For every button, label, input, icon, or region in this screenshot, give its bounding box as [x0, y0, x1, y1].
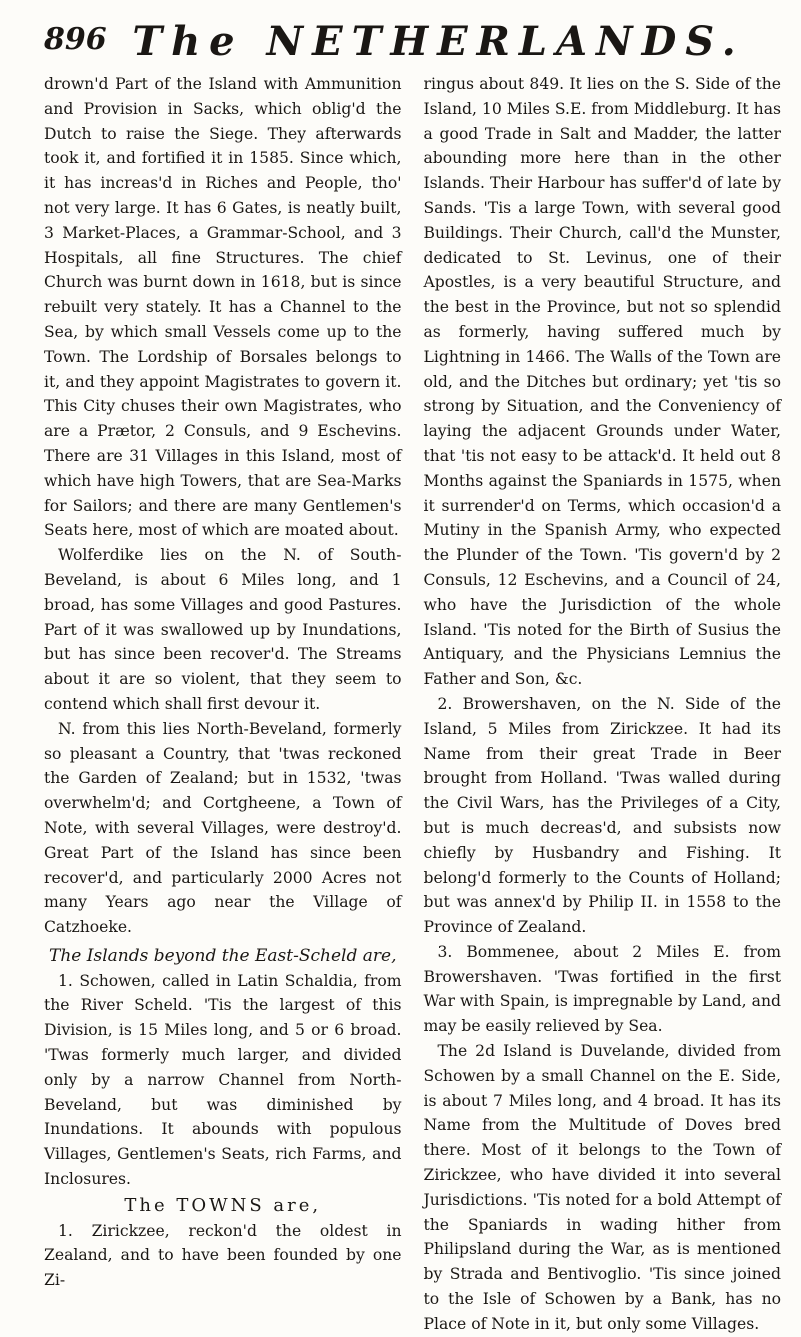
paragraph: drown'd Part of the Island with Ammunition and Provision in Sacks, which oblig'd the Dutch to raise the Siege. They afterwards took it, and fortified it in 1585. Since which, it has increas'd in Riches and People, tho' not very large. It has 6 Gates, is neatly built, 3 Market-Places, a Grammar-School, and 3 Hospitals, all fine Structures. The chief Church was burnt down in 1618, but is since rebuilt very stately. It has a Channel to the Sea, by which small Vessels come up to the Town. The Lordship of Borsales belongs to it, and they appoint Magistrates to govern it. This City chuses their own Magistrates, who are a Prætor, 2 Consuls, and 9 Eschevins. There are 31 Villages in this Island, most of which have high Towers, that are Sea-Marks for Sailors; and there are many Gentlemen's Seats here, most of which are moated about.	[44, 75, 402, 540]
paragraph: 3. Bommenee, about 2 Miles E. from Browershaven. 'Twas fortified in the first War with Spain, is impregnable by Land, and may be easily relieved by Sea.	[423, 942, 781, 1036]
paragraph: 1. Schowen, called in Latin Schaldia, from the River Scheld. 'Tis the largest of this Division, is 15 Miles long, and 5 or 6 broad. 'Twas formerly much larger, and divided only by a narrow Channel from North-Beveland, but was diminished by Inundations. It abounds with populous Villages, Gentlemen's Seats, rich Farms, and Inclosures.	[44, 971, 402, 1189]
paragraph: 1. Zirickzee, reckon'd the oldest in Zealand, and to have been founded by one Zi-	[44, 1221, 402, 1290]
paragraph: The 2d Island is Duvelande, divided from Schowen by a small Channel on the E. Side, is about 7 Miles long, and 4 broad. It has its Name from the Multitude of Doves bred there. Most of it belongs to the Town of Zirickzee, who have divided it into several Jurisdictions. 'Tis noted for a bold Attempt of the Spaniards in wading hither from Philipsland during the War, as is mentioned by Strada and Bentivoglio. 'Tis since joined to the Isle of Schowen by a Bank, has no Place of Note in it, but only some Villages.	[423, 1042, 781, 1333]
page-header	[44, 12, 773, 68]
text-columns	[44, 72, 781, 1337]
right-column	[424, 72, 782, 1337]
paragraph: 2. Browershaven, on the N. Side of the Island, 5 Miles from Zirickzee. It had its Name from their great Trade in Beer brought from Holland. 'Twas walled during the Civil Wars, has the Privileges of a City, but is much decreas'd, and subsists now chiefly by Husbandry and Fishing. It belong'd formerly to the Counts of Holland; but was annex'd by Philip II. in 1558 to the Province of Zealand.	[423, 694, 781, 937]
paragraph: Wolferdike lies on the N. of South-Beveland, is about 6 Miles long, and 1 broad, has some Villages and good Pastures. Part of it was swallowed up by Inundations, but has since been recover'd. The Streams about it are so violent, that they seem to contend which shall first devour it.	[44, 546, 402, 713]
left-column	[44, 72, 402, 1337]
paragraph: The TOWNS are,	[124, 1194, 322, 1216]
paragraph: N. from this lies North-Beveland, formerly so pleasant a Country, that 'twas reckoned the Garden of Zealand; but in 1532, 'twas overwhelm'd; and Cortgheene, a Town of Note, with several Villages, were destroy'd. Great Part of the Island has since been recover'd, and particularly 2000 Acres not many Years ago near the Village of Catzhoeke.	[44, 719, 402, 937]
page-number: 896	[44, 22, 107, 57]
paragraph: The Islands beyond the East-Scheld are,	[49, 945, 397, 966]
running-title: The NETHERLANDS.	[132, 18, 745, 65]
paragraph: ringus about 849. It lies on the S. Side of the Island, 10 Miles S.E. from Middleburg. It has a good Trade in Salt and Madder, the latter abounding more here than in the other Islands. Their Harbour has suffer'd of late by Sands. 'Tis a large Town, with several good Buildings. Their Church, call'd the Munster, dedicated to St. Levinus, one of their Apostles, is a very beautiful Structure, and the best in the Province, but not so splendid as formerly, having suffered much by Lightning in 1466. The Walls of the Town are old, and the Ditches but ordinary; yet 'tis so strong by Situation, and the Conveniency of laying the adjacent Grounds under Water, that 'tis not easy to be attack'd. It held out 8 Months against the Spaniards in 1575, when it surrender'd on Terms, which occasion'd a Mutiny in the Spanish Army, who expected the Plunder of the Town. 'Tis govern'd by 2 Consuls, 12 Eschevins, and a Council of 24, who have the Jurisdiction of the whole Island. 'Tis noted for the Birth of Susius the Antiquary, and the Physicians Lemnius the Father and Son, &c.	[423, 75, 781, 689]
